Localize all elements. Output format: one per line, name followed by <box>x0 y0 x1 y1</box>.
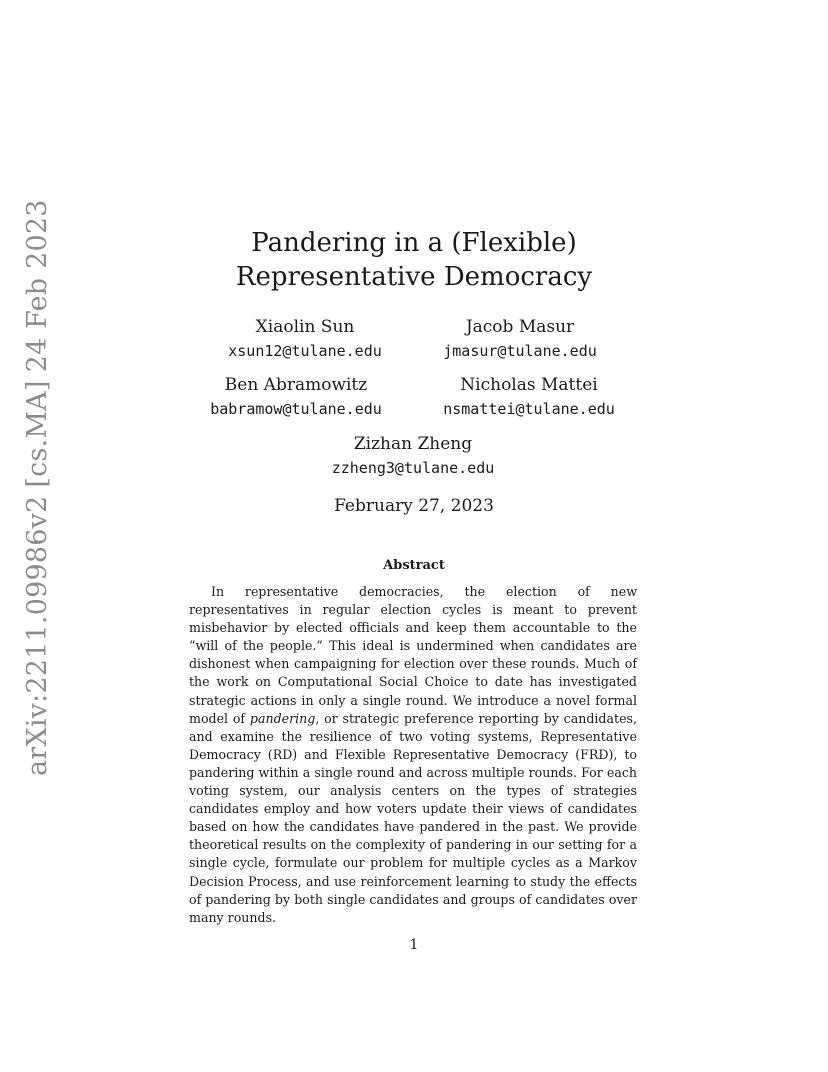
author-email: jmasur@tulane.edu <box>443 342 597 360</box>
paper-date: February 27, 2023 <box>334 496 494 516</box>
page-number: 1 <box>409 937 419 953</box>
author-email: zzheng3@tulane.edu <box>331 459 495 477</box>
abstract-emphasis: pandering <box>249 710 316 726</box>
arxiv-identifier-stamp <box>16 199 60 780</box>
author-block <box>283 433 543 479</box>
author-email: xsun12@tulane.edu <box>228 342 382 360</box>
abstract-heading: Abstract <box>383 558 445 573</box>
author-name: Nicholas Mattei <box>460 375 598 395</box>
abstract-text-part-2: , or strategic preference reporting by candidates, and examine the resilience of two voting systems, Representative Democracy (RD) and Flexible Representative Democracy (FRD), to pandering within a single round and across multiple rounds. For each voting system, our analysis centers on the types of strategies candidates employ and how voters update their views of candidates based on how the candidates have pandered in the past. We provide theoretical results on the complexity of pandering in our setting for a single cycle, formulate our problem for multiple cycles as a Markov Decision Process, and use reinforcement learning to study the effects of pandering by both single candidates and groups of candidates over many rounds. <box>189 710 637 925</box>
author-email: nsmattei@tulane.edu <box>443 400 615 418</box>
author-block <box>399 374 659 420</box>
arxiv-date: 24 Feb 2023 <box>22 199 53 373</box>
author-block <box>166 374 426 420</box>
author-name: Xiaolin Sun <box>255 317 355 337</box>
paper-title: Pandering in a (Flexible) Representative Democracy <box>235 228 593 292</box>
author-email: babramow@tulane.edu <box>210 400 382 418</box>
abstract-text-part-1: In representative democracies, the election of new representatives in regular election cycles is meant to prevent misbehavior by elected officials and keep them accountable to the “will of the people.” This ideal is undermined when candidates are dishonest when campaigning for election over these rounds. Much of the work on Computational Social Choice to date has investigated strategic actions in only a single round. We introduce a novel formal model of <box>189 584 637 726</box>
arxiv-id: arXiv:2211.09986v2 <box>22 495 53 776</box>
author-name: Ben Abramowitz <box>224 375 368 395</box>
author-name: Jacob Masur <box>465 317 575 337</box>
author-name: Zizhan Zheng <box>353 434 473 454</box>
arxiv-category: [cs.MA] <box>22 380 53 488</box>
author-block <box>390 316 650 362</box>
abstract-body <box>189 583 637 927</box>
